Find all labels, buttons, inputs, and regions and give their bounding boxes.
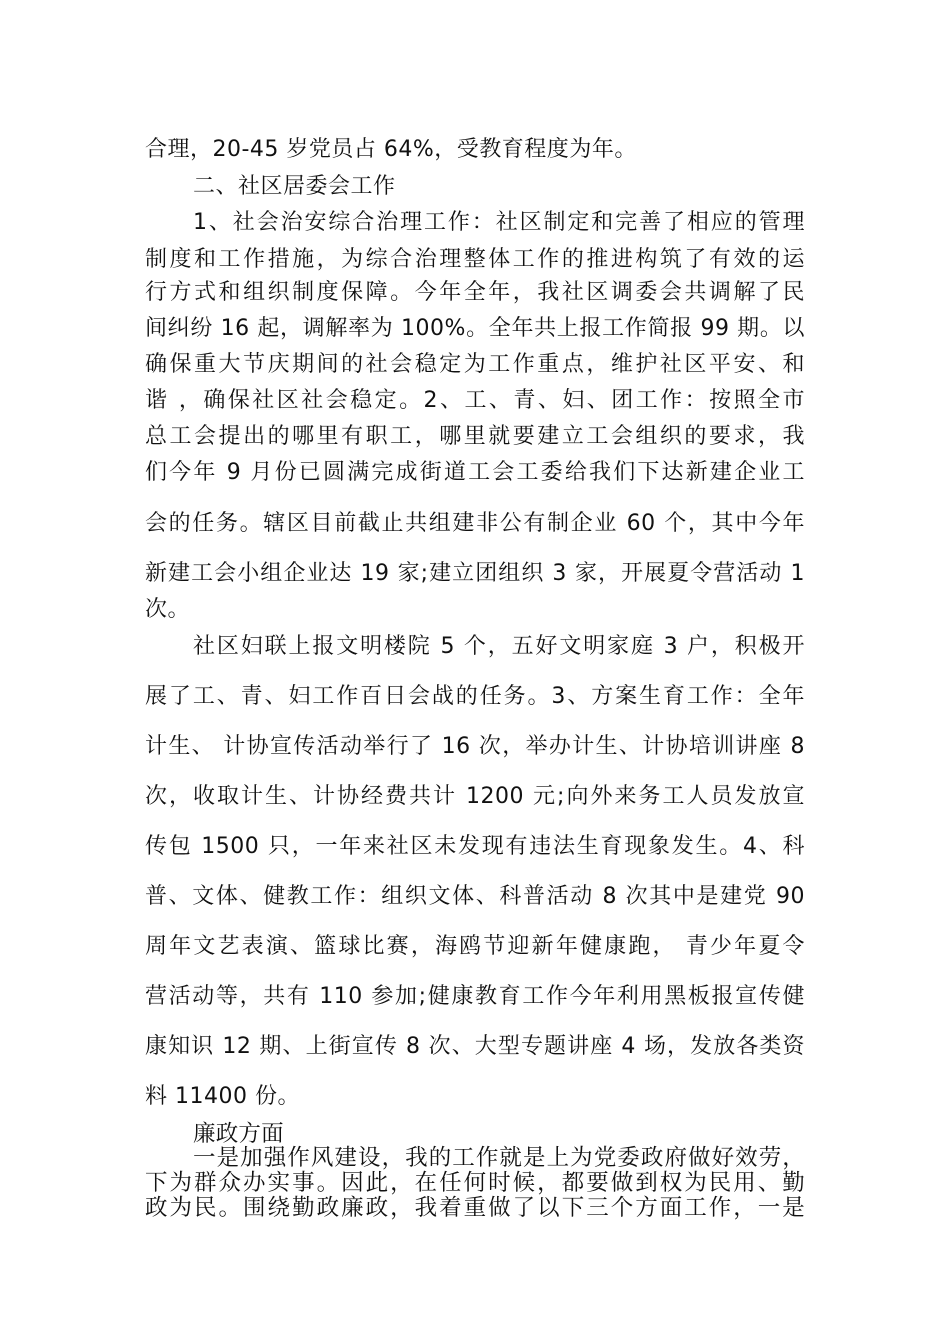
text-line: 次。 [145,597,191,622]
text-line: 展了工、青、妇工作百日会战的任务。3、方案生育工作：全年 [145,684,805,709]
section-heading: 廉政方面 [193,1121,284,1147]
text-line: 下为群众办实事。因此，在任何时候，都要做到权为民用、勤 [145,1170,805,1196]
text-line: 会的任务。辖区目前截止共组建非公有制企业 60 个，其中今年 [145,511,805,536]
text-line: 政为民。围绕勤政廉政，我着重做了以下三个方面工作，一是 [145,1195,805,1221]
text-line: 总工会提出的哪里有职工，哪里就要建立工会组织的要求，我 [145,424,805,449]
text-line: 料 11400 份。 [145,1084,300,1109]
text-line: 谐 ，确保社区社会稳定。2、工、青、妇、团工作：按照全市 [145,388,805,413]
text-line: 传包 1500 只，一年来社区未发现有违法生育现象发生。4、科 [145,834,805,859]
text-line: 次，收取计生、计协经费共计 1200 元;向外来务工人员发放宣 [145,784,805,809]
text-line: 一是加强作风建设，我的工作就是上为党委政府做好效劳， [193,1145,805,1171]
section-heading: 二、社区居委会工作 [193,174,396,199]
text-line: 行方式和组织制度保障。今年全年，我社区调委会共调解了民 [145,280,805,305]
text-line: 计生、 计协宣传活动举行了 16 次，举办计生、计协培训讲座 8 [145,734,805,759]
text-line: 1、社会治安综合治理工作：社区制定和完善了相应的管理 [193,210,805,235]
text-line: 普、文体、健教工作：组织文体、科普活动 8 次其中是建党 90 [145,884,805,909]
text-line: 康知识 12 期、上街宣传 8 次、大型专题讲座 4 场，发放各类资 [145,1034,805,1059]
text-line: 合理，20-45 岁党员占 64%，受教育程度为年。 [145,137,637,162]
text-line: 社区妇联上报文明楼院 5 个，五好文明家庭 3 户，积极开 [193,634,805,659]
text-line: 确保重大节庆期间的社会稳定为工作重点，维护社区平安、和 [145,352,805,377]
text-line: 们今年 9 月份已圆满完成街道工会工委给我们下达新建企业工 [145,460,805,485]
text-line: 周年文艺表演、篮球比赛，海鸥节迎新年健康跑， 青少年夏令 [145,934,805,959]
text-line: 营活动等，共有 110 参加;健康教育工作今年利用黑板报宣传健 [145,984,805,1009]
text-line: 制度和工作措施，为综合治理整体工作的推进构筑了有效的运 [145,247,805,272]
text-line: 间纠纷 16 起，调解率为 100%。全年共上报工作简报 99 期。以 [145,316,805,341]
text-line: 新建工会小组企业达 19 家;建立团组织 3 家，开展夏令营活动 1 [145,561,805,586]
